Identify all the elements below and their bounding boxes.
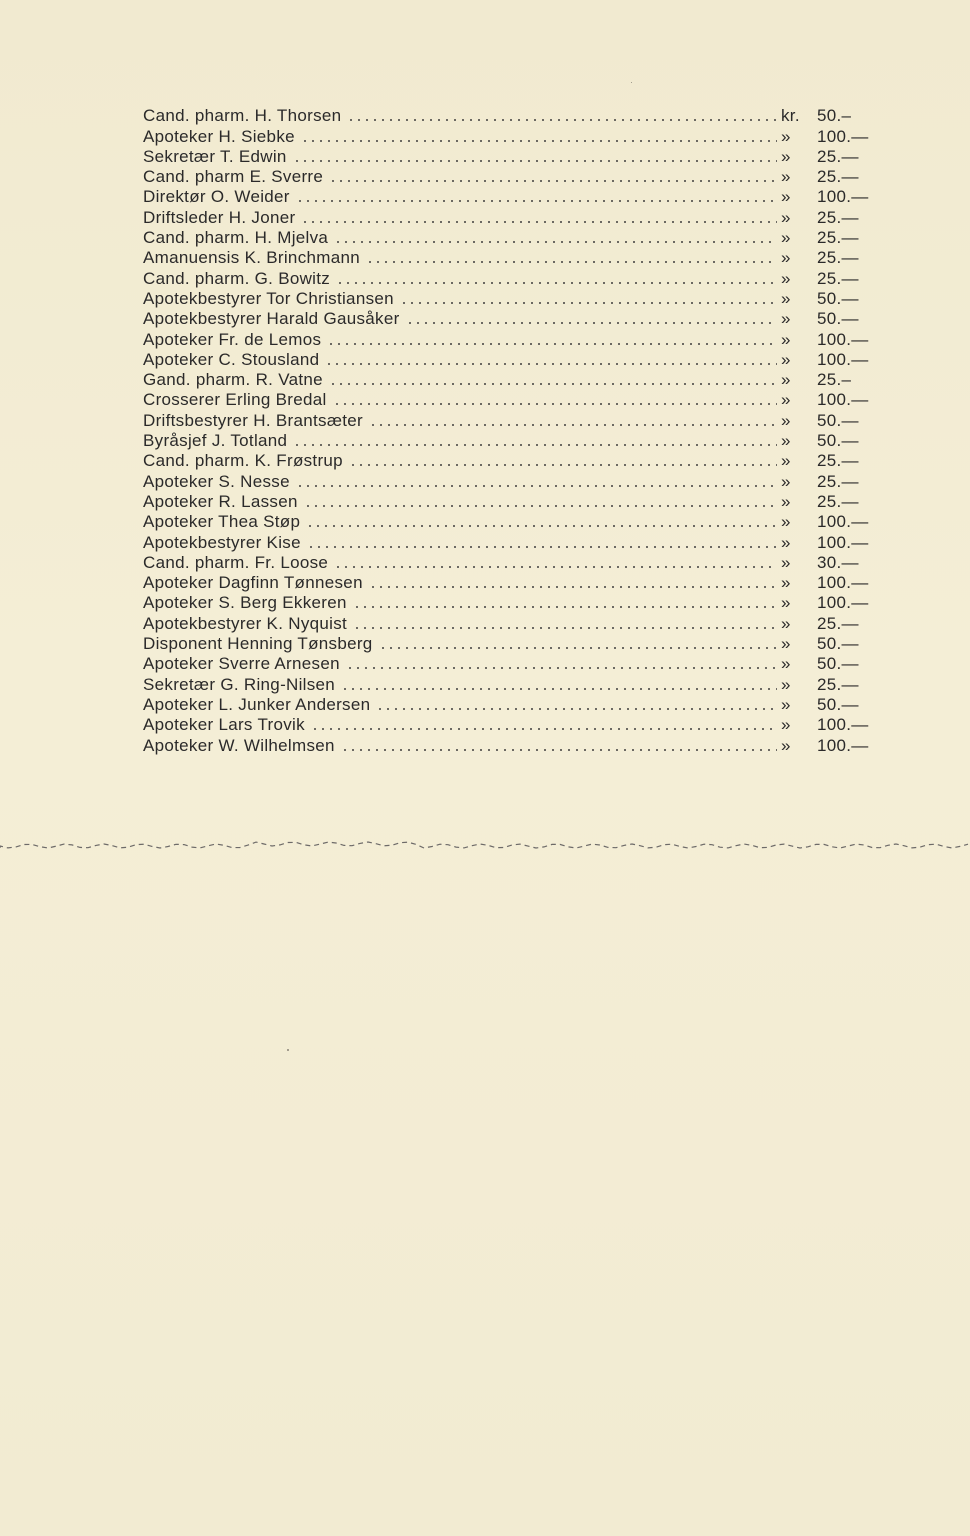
- contribution-amount: 100.—: [817, 390, 869, 410]
- contributor-name: Apoteker L. Junker Andersen: [143, 694, 371, 714]
- contributor-row: [143, 309, 873, 329]
- contributor-name: Driftsleder H. Joner: [143, 207, 296, 227]
- contribution-amount: 100.—: [817, 187, 869, 207]
- contributor-name: Sekretær T. Edwin: [143, 146, 287, 166]
- dot-leader: [369, 413, 777, 427]
- contributor-name: Cand. pharm. H. Mjelva: [143, 228, 329, 248]
- dot-leader: [341, 738, 777, 752]
- contributor-name: Sekretær G. Ring-Nilsen: [143, 674, 336, 694]
- dot-leader: [366, 250, 777, 264]
- contribution-amount: 100.—: [817, 126, 869, 146]
- contributor-row: [143, 126, 873, 146]
- contributor-row: [143, 471, 873, 491]
- contributor-row: [143, 573, 873, 593]
- contributor-row: [143, 613, 873, 633]
- contributor-name: Direktør O. Weider: [143, 187, 290, 207]
- currency-prefix: »: [781, 309, 791, 329]
- currency-prefix: »: [781, 187, 791, 207]
- dot-leader: [301, 210, 777, 224]
- dot-leader: [296, 189, 777, 203]
- currency-prefix: »: [781, 451, 791, 471]
- contributor-name: Cand. pharm. Fr. Loose: [143, 552, 329, 572]
- contributor-row: [143, 248, 873, 268]
- currency-prefix: »: [781, 715, 791, 735]
- contributor-name: Cand. pharm. K. Frøstrup: [143, 451, 343, 471]
- contribution-amount: 25.—: [817, 471, 859, 491]
- currency-prefix: »: [781, 248, 791, 268]
- contribution-amount: 25.–: [817, 370, 852, 390]
- contribution-amount: 25.—: [817, 674, 859, 694]
- currency-prefix: »: [781, 512, 791, 532]
- dot-leader: [341, 677, 777, 691]
- dot-leader: [304, 494, 777, 508]
- contribution-amount: 25.—: [817, 167, 859, 187]
- contributor-name: Amanuensis K. Brinchmann: [143, 248, 360, 268]
- contributor-row: [143, 695, 873, 715]
- contributor-name: Apotekbestyrer Tor Christiansen: [143, 288, 394, 308]
- currency-prefix: »: [781, 694, 791, 714]
- contributor-row: [143, 410, 873, 430]
- dot-leader: [369, 575, 777, 589]
- dot-leader: [307, 535, 777, 549]
- contributor-row: [143, 512, 873, 532]
- dot-leader: [327, 332, 777, 346]
- contributor-name: Apotekbestyrer K. Nyquist: [143, 613, 348, 633]
- contributor-name: Cand. pharm. G. Bowitz: [143, 268, 331, 288]
- contribution-amount: 50.—: [817, 410, 859, 430]
- contributor-name: Apoteker C. Stousland: [143, 349, 320, 369]
- contributor-row: [143, 207, 873, 227]
- dot-leader: [406, 311, 777, 325]
- currency-prefix: »: [781, 268, 791, 288]
- currency-prefix: »: [781, 288, 791, 308]
- contributor-name: Apoteker Sverre Arnesen: [143, 654, 340, 674]
- contributor-row: [143, 187, 873, 207]
- dot-leader: [306, 514, 777, 528]
- contributor-row: [143, 147, 873, 167]
- contribution-amount: 100.—: [817, 715, 869, 735]
- dot-leader: [346, 656, 777, 670]
- currency-prefix: »: [781, 552, 791, 572]
- contributor-row: [143, 390, 873, 410]
- currency-prefix: »: [781, 634, 791, 654]
- currency-prefix: »: [781, 491, 791, 511]
- contributor-name: Cand. pharm. H. Thorsen: [143, 106, 342, 126]
- contributor-name: Apoteker Lars Trovik: [143, 715, 305, 735]
- contributor-row: [143, 167, 873, 187]
- contribution-amount: 25.—: [817, 228, 859, 248]
- contributor-name: Apotekbestyrer Harald Gausåker: [143, 309, 400, 329]
- contributor-row: [143, 289, 873, 309]
- contribution-amount: 100.—: [817, 532, 869, 552]
- dot-leader: [349, 453, 777, 467]
- currency-prefix: »: [781, 349, 791, 369]
- contributor-name: Apoteker S. Nesse: [143, 471, 290, 491]
- contributor-name: Apoteker Fr. de Lemos: [143, 329, 322, 349]
- currency-prefix: »: [781, 228, 791, 248]
- dot-leader: [333, 392, 777, 406]
- contributor-name: Apoteker Dagfinn Tønnesen: [143, 573, 363, 593]
- contributor-name: Driftsbestyrer H. Brantsæter: [143, 410, 364, 430]
- contributor-name: Apoteker H. Siebke: [143, 126, 295, 146]
- dot-leader: [301, 129, 777, 143]
- contributor-row: [143, 735, 873, 755]
- contribution-amount: 30.—: [817, 552, 859, 572]
- perforation-line: [0, 836, 970, 856]
- currency-prefix: »: [781, 593, 791, 613]
- dot-leader: [347, 108, 777, 122]
- currency-prefix: »: [781, 207, 791, 227]
- currency-prefix: »: [781, 370, 791, 390]
- currency-prefix: »: [781, 654, 791, 674]
- contributor-row: [143, 715, 873, 735]
- dot-leader: [334, 230, 777, 244]
- contributor-row: [143, 228, 873, 248]
- contribution-amount: 50.—: [817, 634, 859, 654]
- contribution-amount: 50.–: [817, 106, 852, 126]
- currency-prefix: »: [781, 167, 791, 187]
- contributor-name: Cand. pharm E. Sverre: [143, 167, 324, 187]
- contributor-row: [143, 634, 873, 654]
- contributor-name: Apoteker R. Lassen: [143, 491, 298, 511]
- dot-leader: [379, 636, 777, 650]
- currency-prefix: »: [781, 410, 791, 430]
- contribution-amount: 100.—: [817, 329, 869, 349]
- contribution-amount: 100.—: [817, 512, 869, 532]
- currency-prefix: »: [781, 471, 791, 491]
- contributor-row: [143, 492, 873, 512]
- contributor-row: [143, 370, 873, 390]
- contributor-row: [143, 553, 873, 573]
- contributor-name: Apoteker S. Berg Ekkeren: [143, 593, 347, 613]
- dot-leader: [353, 616, 777, 630]
- currency-prefix: »: [781, 674, 791, 694]
- contributor-row: [143, 350, 873, 370]
- contributor-row: [143, 106, 873, 126]
- contribution-amount: 100.—: [817, 573, 869, 593]
- contributor-row: [143, 451, 873, 471]
- dot-leader: [376, 697, 777, 711]
- dot-leader: [329, 372, 777, 386]
- contribution-amount: 50.—: [817, 309, 859, 329]
- dot-leader: [334, 555, 777, 569]
- contributor-row: [143, 674, 873, 694]
- dot-leader: [336, 271, 777, 285]
- currency-prefix: »: [781, 431, 791, 451]
- paper-speck: [631, 82, 632, 83]
- contribution-amount: 100.—: [817, 593, 869, 613]
- contribution-amount: 50.—: [817, 288, 859, 308]
- contribution-amount: 100.—: [817, 735, 869, 755]
- dot-leader: [311, 717, 777, 731]
- contribution-amount: 50.—: [817, 694, 859, 714]
- contribution-amount: 50.—: [817, 654, 859, 674]
- contributor-name: Crosserer Erling Bredal: [143, 390, 327, 410]
- contribution-amount: 25.—: [817, 613, 859, 633]
- contribution-amount: 25.—: [817, 491, 859, 511]
- contributor-row: [143, 431, 873, 451]
- contribution-amount: 25.—: [817, 451, 859, 471]
- currency-prefix: »: [781, 329, 791, 349]
- currency-prefix: »: [781, 532, 791, 552]
- currency-prefix: »: [781, 126, 791, 146]
- paper-speck: [287, 1049, 289, 1051]
- contribution-amount: 25.—: [817, 268, 859, 288]
- contributor-row: [143, 268, 873, 288]
- dot-leader: [400, 291, 777, 305]
- contribution-amount: 25.—: [817, 248, 859, 268]
- dot-leader: [293, 433, 777, 447]
- currency-prefix: »: [781, 390, 791, 410]
- contributor-row: [143, 532, 873, 552]
- currency-prefix: kr.: [781, 106, 800, 126]
- currency-prefix: »: [781, 146, 791, 166]
- contributor-name: Apotekbestyrer Kise: [143, 532, 301, 552]
- currency-prefix: »: [781, 573, 791, 593]
- contributor-row: [143, 593, 873, 613]
- contributor-name: Apoteker Thea Støp: [143, 512, 301, 532]
- contribution-amount: 100.—: [817, 349, 869, 369]
- contributor-name: Gand. pharm. R. Vatne: [143, 370, 323, 390]
- contributor-list: [143, 106, 873, 756]
- currency-prefix: »: [781, 613, 791, 633]
- contribution-amount: 50.—: [817, 431, 859, 451]
- contributor-name: Disponent Henning Tønsberg: [143, 634, 373, 654]
- contributor-row: [143, 654, 873, 674]
- dot-leader: [325, 352, 777, 366]
- dot-leader: [293, 149, 777, 163]
- currency-prefix: »: [781, 735, 791, 755]
- contribution-amount: 25.—: [817, 207, 859, 227]
- dot-leader: [353, 595, 777, 609]
- dot-leader: [296, 474, 777, 488]
- contributor-name: Byråsjef J. Totland: [143, 431, 288, 451]
- contribution-amount: 25.—: [817, 146, 859, 166]
- contributor-row: [143, 329, 873, 349]
- dot-leader: [329, 169, 777, 183]
- contributor-name: Apoteker W. Wilhelmsen: [143, 735, 335, 755]
